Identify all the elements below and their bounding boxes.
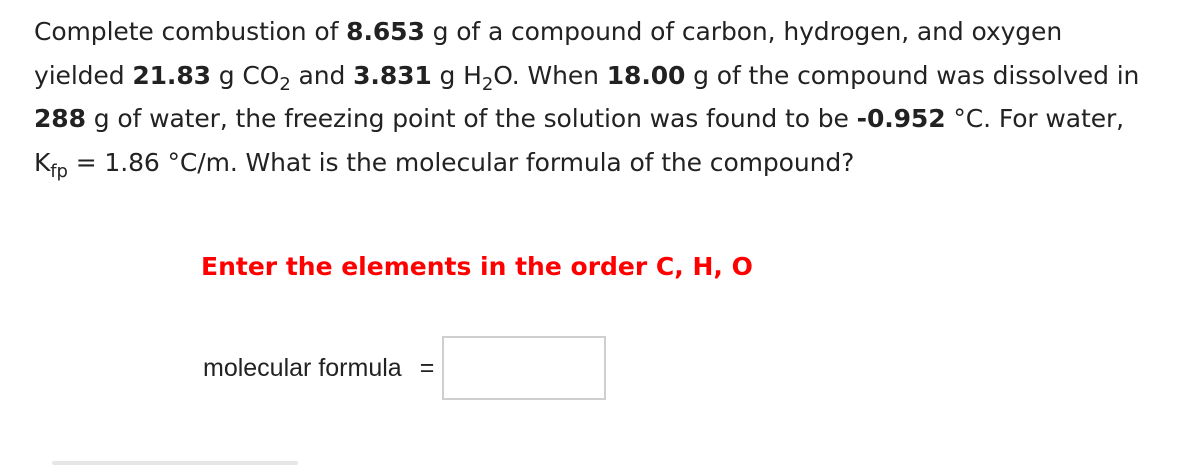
bottom-scroll-bar xyxy=(52,461,298,465)
compound-mass: 8.653 xyxy=(346,17,425,46)
problem-line-3: 288 g of water, the freezing point of the solution was found to be -0.952 °C. For water, xyxy=(34,104,1125,133)
h2o-subscript: 2 xyxy=(481,73,494,95)
equals-sign: = xyxy=(419,353,435,382)
instruction-text: Enter the elements in the order C, H, O xyxy=(201,252,753,281)
molecular-formula-label: molecular formula xyxy=(203,353,402,382)
kfp-symbol: $K_{fp}$ xyxy=(34,147,68,182)
co2-subscript: 2 xyxy=(279,73,291,95)
molecular-formula-input[interactable] xyxy=(442,336,606,400)
problem-line-4: $K_{fp} = 1.86$ °C/m. What is the molecular formula of the compound? xyxy=(34,147,855,182)
problem-line-2: yielded 21.83 g $CO_2$ and 3.831 g $H_2O$. When 18.00 g of the compound was dissolved in xyxy=(34,60,1140,95)
problem-line-1: Complete combustion of 8.653 g of a compound of carbon, hydrogen, and oxygen xyxy=(34,17,1063,46)
problem-statement xyxy=(34,10,1184,184)
dissolved-mass: 18.00 xyxy=(606,60,686,90)
co2-mass: 21.83 xyxy=(132,60,211,90)
freezing-point: -0.952 xyxy=(856,104,946,133)
water-mass: 288 xyxy=(34,104,86,133)
h2o-mass: 3.831 xyxy=(353,60,432,90)
answer-row xyxy=(203,334,606,402)
